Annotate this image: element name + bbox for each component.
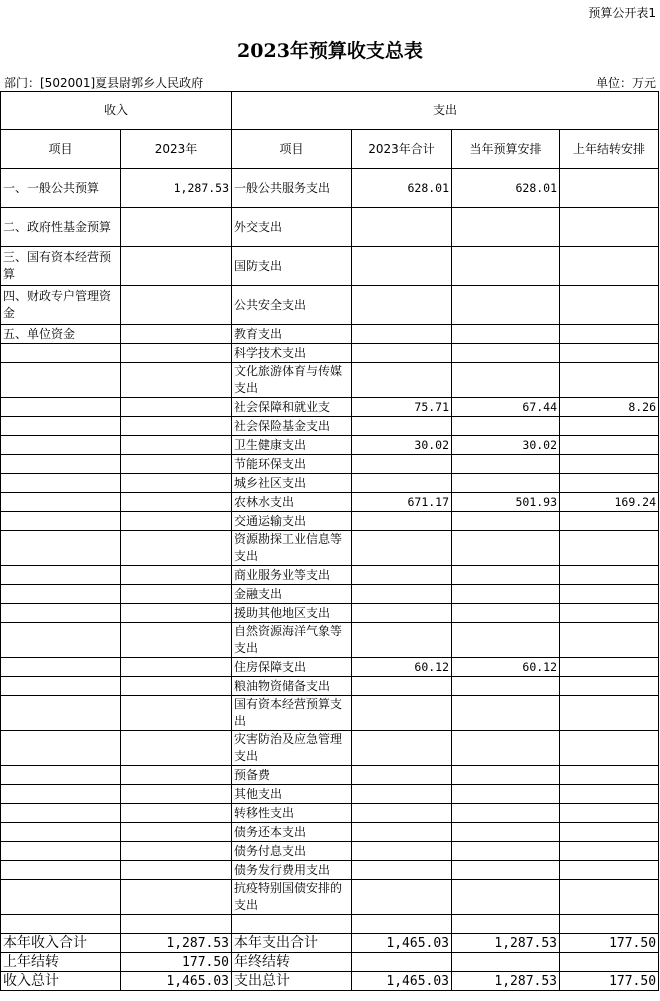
expense-item-cell: 一般公共服务支出 <box>232 169 352 208</box>
expense-carry-cell <box>560 585 659 604</box>
income-value-cell <box>121 880 232 915</box>
expense-item-cell: 债务发行费用支出 <box>232 861 352 880</box>
expense-item-cell: 文化旅游体育与传媒支出 <box>232 363 352 398</box>
table-row <box>1 417 659 436</box>
income-item-cell: 四、财政专户管理资金 <box>1 286 121 325</box>
income-item-cell <box>1 880 121 915</box>
income-item-cell <box>1 344 121 363</box>
income-item-cell <box>1 455 121 474</box>
expense-current-cell <box>452 531 560 566</box>
expense-carry-cell <box>560 474 659 493</box>
expense-current-cell: 30.02 <box>452 436 560 455</box>
income-value-cell: 1,287.53 <box>121 934 232 953</box>
income-value-cell <box>121 823 232 842</box>
income-value-cell: 177.50 <box>121 953 232 972</box>
expense-item-cell: 农林水支出 <box>232 493 352 512</box>
expense-item-cell: 国有资本经营预算支出 <box>232 696 352 731</box>
income-value-cell <box>121 915 232 934</box>
income-value-cell <box>121 436 232 455</box>
expense-item-cell: 交通运输支出 <box>232 512 352 531</box>
table-row <box>1 823 659 842</box>
expense-item-cell: 预备费 <box>232 766 352 785</box>
income-header: 收入 <box>1 92 232 130</box>
table-row <box>1 731 659 766</box>
expense-current-cell <box>452 286 560 325</box>
table-row <box>1 604 659 623</box>
budget-summary-table <box>0 91 659 991</box>
expense-current-cell <box>452 585 560 604</box>
expense-item-cell: 抗疫特别国债安排的支出 <box>232 880 352 915</box>
income-item-cell <box>1 731 121 766</box>
table-row <box>1 493 659 512</box>
income-value-cell <box>121 474 232 493</box>
expense-current-cell: 1,287.53 <box>452 934 560 953</box>
expense-current-header: 当年预算安排 <box>452 130 560 169</box>
expense-total-cell <box>352 208 452 247</box>
table-row <box>1 325 659 344</box>
expense-carry-cell <box>560 658 659 677</box>
table-row <box>1 785 659 804</box>
expense-carry-cell <box>560 804 659 823</box>
income-value-cell <box>121 677 232 696</box>
income-value-cell <box>121 785 232 804</box>
expense-total-cell <box>352 823 452 842</box>
income-item-cell <box>1 566 121 585</box>
expense-carry-cell <box>560 208 659 247</box>
income-item-cell <box>1 658 121 677</box>
expense-total-cell <box>352 953 452 972</box>
income-item-cell <box>1 696 121 731</box>
income-item-cell <box>1 915 121 934</box>
income-item-cell <box>1 417 121 436</box>
income-item-cell <box>1 677 121 696</box>
income-value-cell <box>121 766 232 785</box>
expense-current-cell <box>452 604 560 623</box>
income-value-cell <box>121 842 232 861</box>
table-row <box>1 363 659 398</box>
unit-label: 单位：万元 <box>595 76 656 90</box>
expense-total-cell <box>352 842 452 861</box>
income-item-cell <box>1 842 121 861</box>
expense-total-header: 2023年合计 <box>352 130 452 169</box>
income-item-cell <box>1 823 121 842</box>
expense-carry-cell <box>560 531 659 566</box>
expense-item-cell: 年终结转 <box>232 953 352 972</box>
expense-item-cell: 债务付息支出 <box>232 842 352 861</box>
income-item-cell <box>1 531 121 566</box>
expense-total-cell <box>352 344 452 363</box>
expense-item-cell: 公共安全支出 <box>232 286 352 325</box>
expense-carry-cell <box>560 436 659 455</box>
expense-carry-cell <box>560 785 659 804</box>
expense-total-cell <box>352 604 452 623</box>
expense-item-cell: 社会保险基金支出 <box>232 417 352 436</box>
expense-carry-cell <box>560 731 659 766</box>
table-row <box>1 861 659 880</box>
income-item-cell <box>1 861 121 880</box>
table-row <box>1 972 659 991</box>
income-value-cell <box>121 325 232 344</box>
table-row <box>1 286 659 325</box>
expense-total-cell <box>352 804 452 823</box>
expense-carry-cell: 8.26 <box>560 398 659 417</box>
expense-item-cell: 债务还本支出 <box>232 823 352 842</box>
expense-current-cell <box>452 455 560 474</box>
expense-total-cell <box>352 474 452 493</box>
table-row <box>1 474 659 493</box>
expense-total-cell <box>352 785 452 804</box>
table-row <box>1 398 659 417</box>
income-value-cell <box>121 566 232 585</box>
expense-total-cell <box>352 363 452 398</box>
income-value-cell <box>121 344 232 363</box>
income-item-cell <box>1 804 121 823</box>
expense-current-cell <box>452 677 560 696</box>
expense-current-cell <box>452 731 560 766</box>
expense-item-cell: 节能环保支出 <box>232 455 352 474</box>
expense-current-cell <box>452 325 560 344</box>
income-value-cell <box>121 363 232 398</box>
expense-total-cell: 30.02 <box>352 436 452 455</box>
income-value-cell <box>121 696 232 731</box>
expense-item-cell: 卫生健康支出 <box>232 436 352 455</box>
expense-carry-cell: 177.50 <box>560 972 659 991</box>
expense-carry-cell <box>560 842 659 861</box>
expense-current-cell <box>452 623 560 658</box>
expense-current-cell <box>452 804 560 823</box>
table-row <box>1 880 659 915</box>
expense-carry-cell <box>560 344 659 363</box>
income-item-cell: 二、政府性基金预算 <box>1 208 121 247</box>
expense-current-cell: 60.12 <box>452 658 560 677</box>
expense-total-cell <box>352 531 452 566</box>
expense-current-cell <box>452 344 560 363</box>
expense-total-cell <box>352 880 452 915</box>
expense-current-cell <box>452 417 560 436</box>
income-item-cell: 五、单位资金 <box>1 325 121 344</box>
expense-carry-cell <box>560 286 659 325</box>
table-row <box>1 842 659 861</box>
expense-current-cell <box>452 247 560 286</box>
expense-total-cell <box>352 731 452 766</box>
expense-item-cell: 本年支出合计 <box>232 934 352 953</box>
income-item-cell <box>1 623 121 658</box>
expense-item-cell: 外交支出 <box>232 208 352 247</box>
expense-carry-cell <box>560 247 659 286</box>
expense-total-cell <box>352 455 452 474</box>
table-row <box>1 934 659 953</box>
expense-item-cell: 转移性支出 <box>232 804 352 823</box>
expense-carry-cell <box>560 861 659 880</box>
expense-total-cell <box>352 566 452 585</box>
income-item-cell: 一、一般公共预算 <box>1 169 121 208</box>
table-row <box>1 915 659 934</box>
table-row <box>1 566 659 585</box>
table-row <box>1 953 659 972</box>
expense-item-cell: 商业服务业等支出 <box>232 566 352 585</box>
expense-carry-cell <box>560 363 659 398</box>
expense-total-cell <box>352 512 452 531</box>
expense-carry-cell <box>560 915 659 934</box>
income-year-header: 2023年 <box>121 130 232 169</box>
expense-item-cell: 住房保障支出 <box>232 658 352 677</box>
table-row <box>1 531 659 566</box>
income-item-cell <box>1 363 121 398</box>
expense-current-cell <box>452 566 560 585</box>
table-number-label: 预算公开表1 <box>588 6 656 20</box>
expense-total-cell <box>352 766 452 785</box>
expense-current-cell <box>452 512 560 531</box>
expense-current-cell: 67.44 <box>452 398 560 417</box>
table-row <box>1 208 659 247</box>
expense-total-cell: 60.12 <box>352 658 452 677</box>
expense-item-cell: 教育支出 <box>232 325 352 344</box>
expense-item-cell: 自然资源海洋气象等支出 <box>232 623 352 658</box>
expense-carry-cell <box>560 953 659 972</box>
expense-total-cell <box>352 861 452 880</box>
expense-total-cell <box>352 623 452 658</box>
expense-current-cell <box>452 696 560 731</box>
expense-current-cell: 501.93 <box>452 493 560 512</box>
expense-carry-cell <box>560 766 659 785</box>
table-row <box>1 677 659 696</box>
expense-current-cell <box>452 363 560 398</box>
income-item-cell <box>1 493 121 512</box>
expense-item-header: 项目 <box>232 130 352 169</box>
expense-total-cell: 1,465.03 <box>352 972 452 991</box>
expense-item-cell: 其他支出 <box>232 785 352 804</box>
expense-current-cell <box>452 915 560 934</box>
expense-carry-cell <box>560 880 659 915</box>
expense-total-cell: 628.01 <box>352 169 452 208</box>
expense-total-cell <box>352 585 452 604</box>
income-value-cell <box>121 804 232 823</box>
header-row-group <box>1 92 659 130</box>
table-row <box>1 169 659 208</box>
table-row <box>1 696 659 731</box>
expense-current-cell: 628.01 <box>452 169 560 208</box>
expense-total-cell <box>352 915 452 934</box>
income-value-cell <box>121 585 232 604</box>
income-value-cell <box>121 286 232 325</box>
expense-current-cell <box>452 842 560 861</box>
income-item-cell <box>1 766 121 785</box>
income-item-cell <box>1 512 121 531</box>
expense-carry-cell <box>560 455 659 474</box>
expense-header: 支出 <box>232 92 659 130</box>
expense-item-cell: 灾害防治及应急管理支出 <box>232 731 352 766</box>
expense-item-cell: 社会保障和就业支 <box>232 398 352 417</box>
expense-current-cell <box>452 953 560 972</box>
income-value-cell: 1,287.53 <box>121 169 232 208</box>
expense-total-cell <box>352 696 452 731</box>
table-row <box>1 804 659 823</box>
expense-carry-cell <box>560 677 659 696</box>
expense-carry-cell <box>560 512 659 531</box>
expense-carry-cell <box>560 604 659 623</box>
expense-item-cell: 资源勘探工业信息等支出 <box>232 531 352 566</box>
expense-carry-cell: 169.24 <box>560 493 659 512</box>
table-row <box>1 512 659 531</box>
expense-current-cell: 1,287.53 <box>452 972 560 991</box>
expense-item-cell: 粮油物资储备支出 <box>232 677 352 696</box>
income-value-cell: 1,465.03 <box>121 972 232 991</box>
table-row <box>1 436 659 455</box>
expense-total-cell <box>352 247 452 286</box>
income-item-cell <box>1 398 121 417</box>
income-value-cell <box>121 398 232 417</box>
income-item-cell <box>1 785 121 804</box>
expense-carry-cell <box>560 417 659 436</box>
income-item-header: 项目 <box>1 130 121 169</box>
expense-carry-cell <box>560 696 659 731</box>
income-value-cell <box>121 731 232 766</box>
expense-total-cell: 75.71 <box>352 398 452 417</box>
expense-item-cell: 金融支出 <box>232 585 352 604</box>
expense-item-cell: 国防支出 <box>232 247 352 286</box>
table-row <box>1 455 659 474</box>
table-row <box>1 585 659 604</box>
income-value-cell <box>121 604 232 623</box>
expense-current-cell <box>452 880 560 915</box>
table-row <box>1 344 659 363</box>
expense-item-cell: 城乡社区支出 <box>232 474 352 493</box>
expense-total-cell: 1,465.03 <box>352 934 452 953</box>
expense-current-cell <box>452 766 560 785</box>
income-value-cell <box>121 531 232 566</box>
expense-current-cell <box>452 785 560 804</box>
expense-carry-cell <box>560 169 659 208</box>
income-item-cell <box>1 474 121 493</box>
expense-carry-cell <box>560 623 659 658</box>
income-value-cell <box>121 247 232 286</box>
expense-carry-cell <box>560 566 659 585</box>
expense-total-cell <box>352 325 452 344</box>
expense-total-cell <box>352 677 452 696</box>
expense-carry-cell: 177.50 <box>560 934 659 953</box>
expense-current-cell <box>452 861 560 880</box>
table-row <box>1 247 659 286</box>
table-row <box>1 623 659 658</box>
expense-total-cell <box>352 286 452 325</box>
expense-carry-header: 上年结转安排 <box>560 130 659 169</box>
expense-current-cell <box>452 823 560 842</box>
income-value-cell <box>121 623 232 658</box>
expense-total-cell <box>352 417 452 436</box>
income-value-cell <box>121 455 232 474</box>
expense-current-cell <box>452 208 560 247</box>
income-item-cell: 收入总计 <box>1 972 121 991</box>
income-item-cell: 上年结转 <box>1 953 121 972</box>
page-title: 2023年预算收支总表 <box>237 40 423 62</box>
income-value-cell <box>121 512 232 531</box>
expense-carry-cell <box>560 325 659 344</box>
department-label: 部门：[502001]夏县尉郭乡人民政府 <box>4 76 204 90</box>
header-row-columns <box>1 130 659 169</box>
income-value-cell <box>121 658 232 677</box>
table-row <box>1 766 659 785</box>
income-item-cell <box>1 604 121 623</box>
income-value-cell <box>121 493 232 512</box>
expense-item-cell: 科学技术支出 <box>232 344 352 363</box>
expense-item-cell: 支出总计 <box>232 972 352 991</box>
expense-current-cell <box>452 474 560 493</box>
expense-item-cell <box>232 915 352 934</box>
income-value-cell <box>121 417 232 436</box>
income-item-cell: 三、国有资本经营预算 <box>1 247 121 286</box>
income-item-cell <box>1 585 121 604</box>
expense-carry-cell <box>560 823 659 842</box>
expense-item-cell: 援助其他地区支出 <box>232 604 352 623</box>
income-item-cell: 本年收入合计 <box>1 934 121 953</box>
expense-total-cell: 671.17 <box>352 493 452 512</box>
income-value-cell <box>121 208 232 247</box>
table-row <box>1 658 659 677</box>
income-item-cell <box>1 436 121 455</box>
income-value-cell <box>121 861 232 880</box>
